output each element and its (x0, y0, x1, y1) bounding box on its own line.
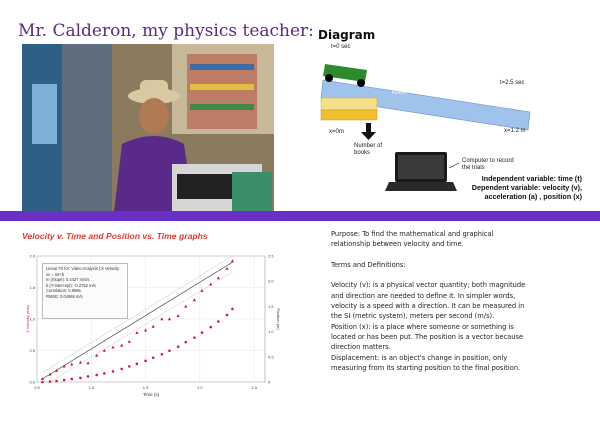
diagram-title: Diagram (318, 28, 376, 42)
right-axis-label: Position (m) (276, 308, 281, 330)
position-point (193, 336, 196, 339)
book (321, 110, 377, 120)
page-title: Mr. Calderon, my physics teacher: (18, 21, 314, 41)
position-point (103, 372, 106, 375)
t0-label: t=0 sec (331, 44, 351, 50)
position-point (79, 377, 82, 380)
position-point (55, 380, 58, 383)
position-point (136, 363, 139, 366)
divider-bar (0, 211, 600, 221)
computer-label: Computer to record the trials (462, 158, 514, 171)
position-point (168, 349, 171, 352)
position-point (87, 375, 90, 378)
position-point (120, 368, 123, 371)
position-point (201, 331, 204, 334)
position-point (177, 345, 180, 348)
variables-text: Independent variable: time (t) Dependent variable: velocity (v), acceleration (a) , position (x) (471, 174, 582, 201)
down-arrow-icon (361, 132, 376, 140)
linear-fit-stats: Linear Fit for: Video Analysis | X Velocity vx = mt+b m (Slope): 0.4427 m/s/s b (Y-Intercept): -0.2752 m/s Correlation: 0.9586 RMSE: 0.04965 m/s (42, 263, 128, 319)
y-tick-label: 0.0 (29, 379, 35, 385)
cart-wheel (357, 79, 365, 87)
position-point (209, 326, 212, 329)
ramp-label: RAMP (392, 90, 410, 96)
position-point (112, 370, 115, 373)
books-label: Number of books (354, 143, 383, 156)
position-point (144, 360, 147, 363)
position-point (217, 320, 220, 323)
right-tick-label: 1.5 (268, 303, 274, 309)
position-point (231, 308, 234, 311)
graph-title: Velocity v. Time and Position vs. Time graphs (22, 231, 208, 241)
definitions-text: Purpose: To find the mathematical and graphical relationship between velocity and time. Terms and Definitions: Velocity (v): is a physical vector quantity; both magnitude and direction are needed to define it. In simpler words, velocity is a speed with a direction. It can be measured in the SI (metric system), meters per second (m/s). Position (x): is a place where someone or something is located or has been put. The position is a vector because direction matters. Displacement: is an object's change in position, only measuring from its starting position to the final position. (331, 230, 526, 372)
cart-wheel (325, 74, 333, 82)
position-point (70, 378, 73, 381)
position-point (128, 365, 131, 368)
right-tick-label: 2.5 (268, 253, 274, 259)
x-tick-label: 1.0 (88, 385, 95, 390)
x-tick-label: 1.5 (142, 385, 149, 390)
right-tick-label: 0.5 (268, 354, 274, 360)
t1-label: t=2.5 sec (500, 80, 525, 86)
x0-label: x=0m (329, 129, 344, 135)
y-axis-label: X Velocity (m/s) (25, 305, 30, 333)
position-point (226, 314, 229, 317)
position-point (161, 353, 164, 356)
y-tick-label: 2.0 (29, 253, 35, 259)
right-tick-label: 0 (268, 379, 271, 385)
position-point (41, 381, 44, 384)
position-point (63, 379, 66, 382)
book (321, 98, 377, 110)
x-tick-label: 0.5 (34, 385, 40, 390)
x-axis-label: Time (s) (142, 392, 160, 397)
x1-label: x=1.2 m (504, 128, 526, 134)
teacher-photo (22, 44, 274, 212)
position-point (49, 380, 52, 383)
position-point (95, 374, 98, 377)
y-tick-label: 1.0 (29, 316, 35, 322)
x-tick-label: 2.5 (251, 385, 257, 390)
right-tick-label: 2.0 (268, 278, 274, 284)
y-tick-label: 0.5 (29, 348, 35, 353)
y-tick-label: 1.5 (29, 285, 35, 290)
x-tick-label: 2.0 (197, 385, 203, 390)
right-tick-label: 1.0 (268, 329, 274, 335)
position-point (184, 341, 187, 344)
position-point (152, 357, 155, 360)
